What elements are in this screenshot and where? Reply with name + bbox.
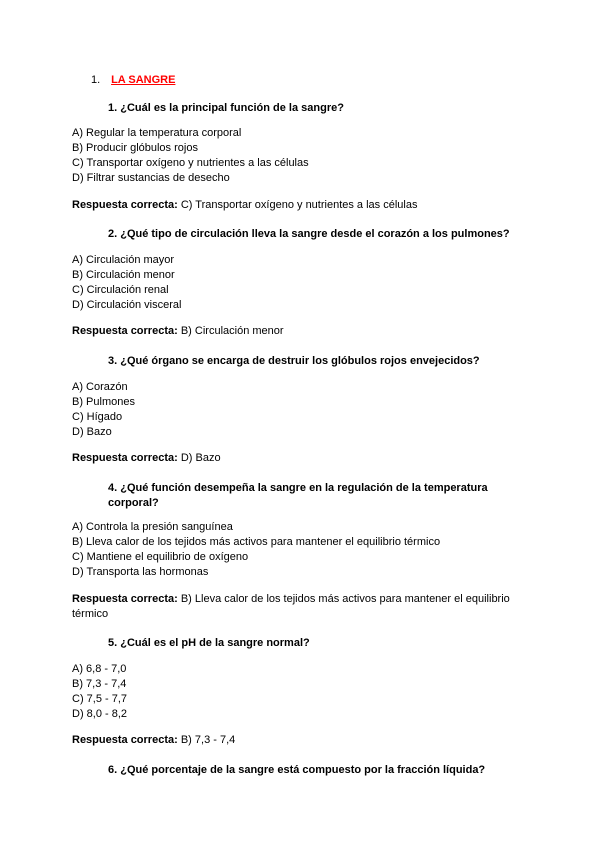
- option-5a: A) 6,8 - 7,0: [72, 663, 127, 675]
- answer-label: Respuesta correcta:: [72, 452, 178, 464]
- answer-4: [72, 592, 532, 622]
- answer-text: B) 7,3 - 7,4: [180, 734, 236, 746]
- answer-text: B) Circulación menor: [180, 325, 284, 337]
- answer-1: [72, 198, 532, 213]
- answer-5: [72, 733, 532, 748]
- option-1c: C) Transportar oxígeno y nutrientes a las células: [72, 157, 309, 169]
- question-2: 2. ¿Qué tipo de circulación lleva la sangre desde el corazón a los pulmones?: [108, 228, 510, 240]
- answer-label: Respuesta correcta:: [72, 593, 178, 605]
- answer-text: D) Bazo: [180, 452, 221, 464]
- question-5: 5. ¿Cuál es el pH de la sangre normal?: [108, 637, 310, 649]
- answer-label: Respuesta correcta:: [72, 325, 178, 337]
- answer-text: C) Transportar oxígeno y nutrientes a las células: [180, 199, 418, 211]
- answer-label: Respuesta correcta:: [72, 734, 178, 746]
- section-heading: [91, 74, 175, 86]
- question-3: 3. ¿Qué órgano se encarga de destruir los glóbulos rojos envejecidos?: [108, 355, 480, 367]
- option-4b: B) Lleva calor de los tejidos más activos para mantener el equilibrio térmico: [72, 536, 441, 548]
- option-2b: B) Circulación menor: [72, 269, 175, 281]
- option-2d: D) Circulación visceral: [72, 299, 182, 311]
- question-4: 4. ¿Qué función desempeña la sangre en la regulación de la temperatura corporal?: [108, 482, 488, 509]
- option-4c: C) Mantiene el equilibrio de oxígeno: [72, 551, 249, 563]
- answer-2: [72, 324, 532, 339]
- option-4a: A) Controla la presión sanguínea: [72, 521, 233, 533]
- option-1a: A) Regular la temperatura corporal: [72, 127, 242, 139]
- option-1d: D) Filtrar sustancias de desecho: [72, 172, 230, 184]
- option-5b: B) 7,3 - 7,4: [72, 678, 127, 690]
- answer-3: [72, 451, 532, 466]
- answer-text: B) Lleva calor de los tejidos más activos para mantener el equilibrio térmico: [72, 593, 510, 620]
- option-4d: D) Transporta las hormonas: [72, 566, 209, 578]
- option-3c: C) Hígado: [72, 411, 123, 423]
- option-5d: D) 8,0 - 8,2: [72, 708, 128, 720]
- option-2a: A) Circulación mayor: [72, 254, 175, 266]
- answer-label: Respuesta correcta:: [72, 199, 178, 211]
- section-number: 1.: [91, 74, 101, 86]
- option-3d: D) Bazo: [72, 426, 112, 438]
- section-title: LA SANGRE: [111, 74, 176, 86]
- option-5c: C) 7,5 - 7,7: [72, 693, 128, 705]
- question-1: 1. ¿Cuál es la principal función de la sangre?: [108, 102, 344, 114]
- option-1b: B) Producir glóbulos rojos: [72, 142, 198, 154]
- option-3b: B) Pulmones: [72, 396, 135, 408]
- option-3a: A) Corazón: [72, 381, 128, 393]
- question-6: 6. ¿Qué porcentaje de la sangre está compuesto por la fracción líquida?: [108, 764, 486, 776]
- option-2c: C) Circulación renal: [72, 284, 169, 296]
